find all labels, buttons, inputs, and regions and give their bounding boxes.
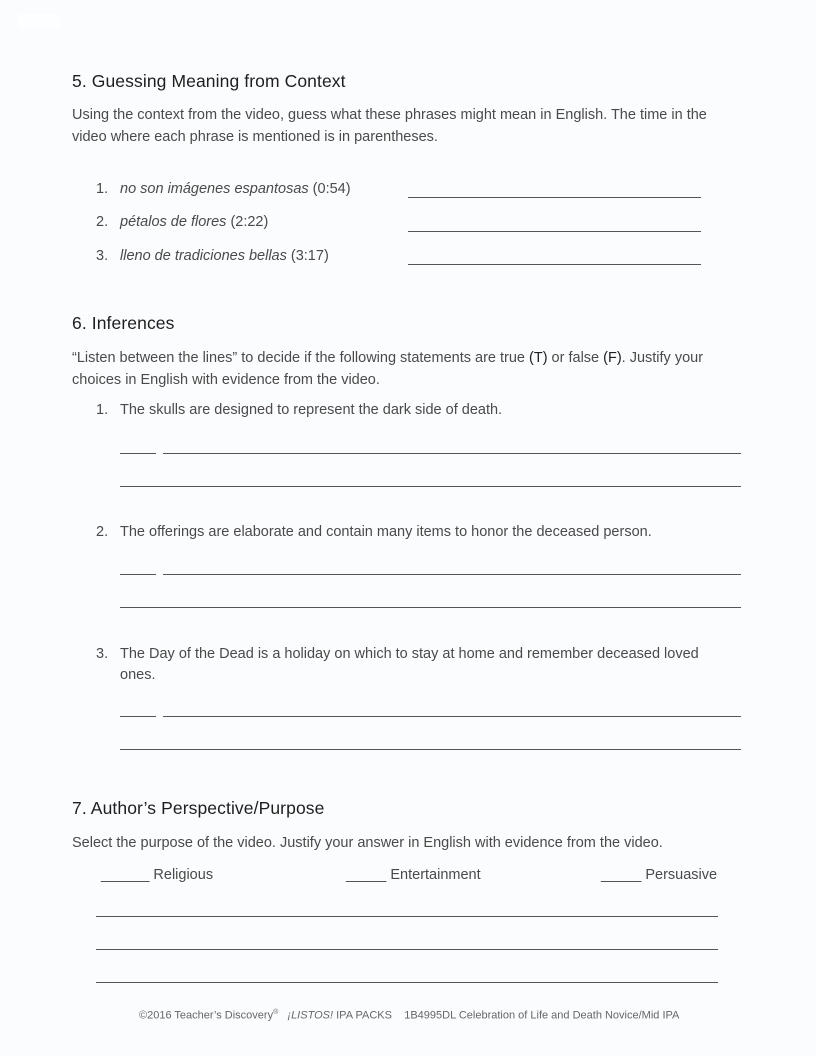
footer-copyright: ©2016 Teacher’s Discovery — [139, 1009, 274, 1022]
item-number: 3. — [96, 248, 109, 264]
section-6-instructions-line-1 — [72, 347, 772, 369]
footer — [139, 1009, 679, 1022]
footer-brand: ¡LISTOS! — [287, 1009, 334, 1022]
false-label: (F) — [603, 350, 622, 366]
instructions-text: or false — [547, 350, 604, 366]
item-number: 2. — [96, 524, 109, 540]
justification-line[interactable] — [96, 916, 718, 917]
answer-line[interactable] — [408, 264, 701, 265]
purpose-option-entertainment[interactable] — [346, 867, 481, 883]
section-7-instructions: Select the purpose of the video. Justify your answer in English with evidence from the video. — [72, 835, 663, 851]
item-number: 1. — [96, 402, 109, 418]
timestamp: (2:22) — [230, 214, 269, 230]
item-number: 1. — [96, 181, 109, 197]
section-5-instructions-line-2: video where each phrase is mentioned is in parentheses. — [72, 129, 438, 145]
option-blank[interactable]: _____ — [346, 867, 387, 883]
registered-mark: ® — [273, 1009, 279, 1016]
true-false-blank[interactable] — [120, 574, 156, 575]
option-blank[interactable]: ______ — [101, 867, 150, 883]
justification-line[interactable] — [163, 716, 741, 717]
purpose-option-persuasive[interactable] — [601, 867, 717, 883]
timestamp: (0:54) — [312, 181, 351, 197]
option-label: Persuasive — [645, 867, 718, 883]
statement-text: The skulls are designed to represent the dark side of death. — [120, 402, 503, 418]
answer-line[interactable] — [408, 197, 701, 198]
phrase-text — [120, 181, 351, 197]
statement-text: The offerings are elaborate and contain many items to honor the deceased person. — [120, 524, 652, 540]
option-label: Religious — [153, 867, 214, 883]
section-5-heading: 5. Guessing Meaning from Context — [72, 71, 346, 91]
true-false-blank[interactable] — [120, 453, 156, 454]
phrase-text — [120, 214, 268, 230]
statement-text-continued: ones. — [120, 667, 156, 683]
section-6-instructions-line-2: choices in English with evidence from the video. — [72, 372, 380, 388]
true-label: (T) — [529, 350, 548, 366]
section-7-heading: 7. Author’s Perspective/Purpose — [72, 798, 325, 818]
justification-line[interactable] — [96, 982, 718, 983]
justification-line[interactable] — [120, 486, 741, 487]
section-5-instructions-line-1: Using the context from the video, guess what these phrases might mean in English. The time in the — [72, 107, 707, 123]
justification-line[interactable] — [163, 574, 741, 575]
option-blank[interactable]: _____ — [601, 867, 642, 883]
justification-line[interactable] — [163, 453, 741, 454]
section-5-instructions — [72, 104, 762, 148]
item-number: 3. — [96, 646, 109, 662]
justification-line[interactable] — [96, 949, 718, 950]
item-number: 2. — [96, 214, 109, 230]
section-6-instructions — [72, 347, 772, 391]
justification-line[interactable] — [120, 749, 741, 750]
section-6-heading: 6. Inferences — [72, 313, 175, 333]
instructions-text: “Listen between the lines” to decide if the following statements are true — [72, 350, 530, 366]
statement-text: The Day of the Dead is a holiday on which to stay at home and remember deceased loved — [120, 646, 699, 662]
footer-product: IPA PACKS — [333, 1009, 392, 1022]
spanish-phrase: lleno de tradiciones bellas — [120, 248, 287, 264]
purpose-option-religious[interactable] — [101, 867, 213, 883]
spanish-phrase: pétalos de flores — [120, 214, 227, 230]
phrase-text — [120, 248, 329, 264]
justification-line[interactable] — [120, 607, 741, 608]
answer-line[interactable] — [408, 231, 701, 232]
timestamp: (3:17) — [290, 248, 329, 264]
spanish-phrase: no son imágenes espantosas — [120, 181, 309, 197]
page-corner-mark — [18, 14, 60, 28]
footer-code: 1B4995DL Celebration of Life and Death Novice/Mid IPA — [404, 1009, 680, 1022]
true-false-blank[interactable] — [120, 716, 156, 717]
instructions-text: . Justify your — [621, 350, 704, 366]
option-label: Entertainment — [390, 867, 481, 883]
